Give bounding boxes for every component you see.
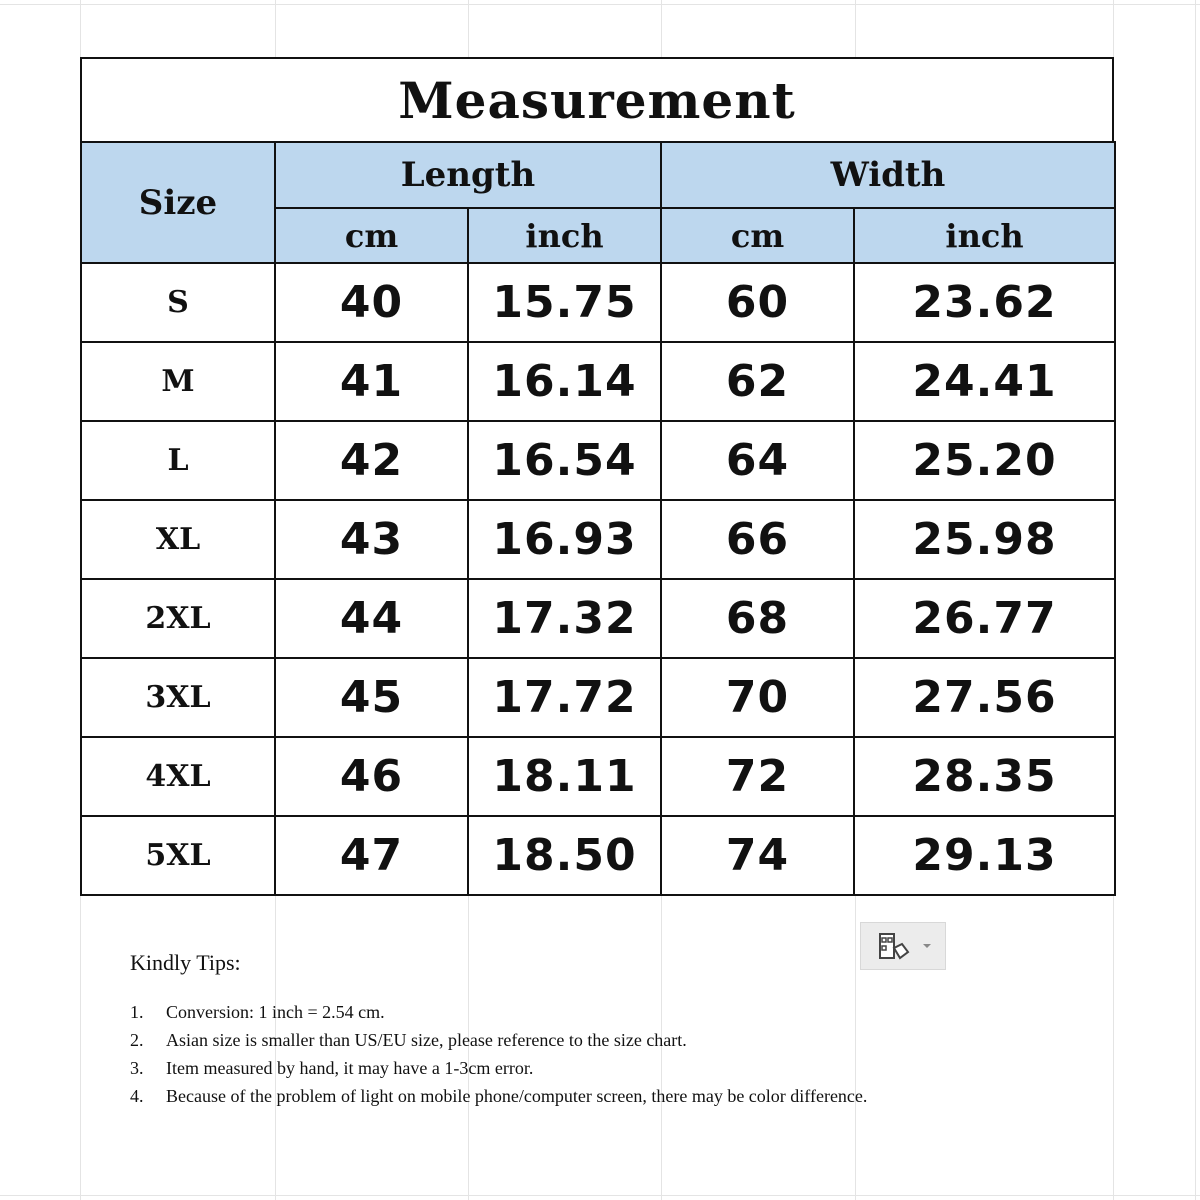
size-cell: XL (81, 500, 275, 579)
width-cm-cell: 66 (661, 500, 854, 579)
tip-item (130, 998, 990, 1026)
size-cell: 4XL (81, 737, 275, 816)
table-row (81, 579, 1115, 658)
width-cm-cell: 64 (661, 421, 854, 500)
table-row (81, 500, 1115, 579)
tip-number: 3. (130, 1058, 144, 1078)
table-row (81, 816, 1115, 895)
length-cm-cell: 41 (275, 342, 468, 421)
header-length-cm: cm (275, 208, 468, 263)
size-cell: S (81, 263, 275, 342)
tip-number: 1. (130, 1002, 144, 1022)
table-row (81, 342, 1115, 421)
size-cell: L (81, 421, 275, 500)
tip-number: 4. (130, 1086, 144, 1106)
length-inch-cell: 18.11 (468, 737, 661, 816)
tip-text: Item measured by hand, it may have a 1-3cm error. (166, 1058, 534, 1078)
length-inch-cell: 17.32 (468, 579, 661, 658)
header-size: Size (81, 142, 275, 263)
width-cm-cell: 70 (661, 658, 854, 737)
width-inch-cell: 29.13 (854, 816, 1115, 895)
length-inch-cell: 15.75 (468, 263, 661, 342)
chevron-down-icon (922, 942, 932, 950)
width-cm-cell: 68 (661, 579, 854, 658)
size-chart-table (80, 141, 1116, 896)
size-cell: M (81, 342, 275, 421)
width-inch-cell: 24.41 (854, 342, 1115, 421)
length-cm-cell: 46 (275, 737, 468, 816)
header-width-cm: cm (661, 208, 854, 263)
length-cm-cell: 43 (275, 500, 468, 579)
width-inch-cell: 23.62 (854, 263, 1115, 342)
length-cm-cell: 45 (275, 658, 468, 737)
width-cm-cell: 60 (661, 263, 854, 342)
size-cell: 5XL (81, 816, 275, 895)
tip-number: 2. (130, 1030, 144, 1050)
length-inch-cell: 16.14 (468, 342, 661, 421)
tip-item (130, 1026, 990, 1054)
width-inch-cell: 28.35 (854, 737, 1115, 816)
width-inch-cell: 25.98 (854, 500, 1115, 579)
measurement-sheet (80, 57, 1114, 896)
tips-title: Kindly Tips: (130, 950, 241, 975)
length-inch-cell: 16.93 (468, 500, 661, 579)
table-row (81, 737, 1115, 816)
header-width: Width (661, 142, 1115, 208)
width-inch-cell: 25.20 (854, 421, 1115, 500)
width-inch-cell: 26.77 (854, 579, 1115, 658)
tip-text: Because of the problem of light on mobile phone/computer screen, there may be color difference. (166, 1086, 868, 1106)
table-row (81, 421, 1115, 500)
tip-text: Conversion: 1 inch = 2.54 cm. (166, 1002, 385, 1022)
tip-item (130, 1082, 990, 1110)
width-cm-cell: 74 (661, 816, 854, 895)
length-inch-cell: 16.54 (468, 421, 661, 500)
width-inch-cell: 27.56 (854, 658, 1115, 737)
size-cell: 2XL (81, 579, 275, 658)
table-row (81, 658, 1115, 737)
header-length: Length (275, 142, 661, 208)
kindly-tips (130, 950, 990, 1110)
tip-text: Asian size is smaller than US/EU size, please reference to the size chart. (166, 1030, 687, 1050)
length-cm-cell: 47 (275, 816, 468, 895)
length-inch-cell: 18.50 (468, 816, 661, 895)
header-length-inch: inch (468, 208, 661, 263)
width-cm-cell: 72 (661, 737, 854, 816)
length-cm-cell: 40 (275, 263, 468, 342)
size-cell: 3XL (81, 658, 275, 737)
length-cm-cell: 44 (275, 579, 468, 658)
table-row (81, 263, 1115, 342)
width-cm-cell: 62 (661, 342, 854, 421)
length-cm-cell: 42 (275, 421, 468, 500)
tips-list (130, 998, 990, 1110)
table-title: Measurement (80, 57, 1114, 141)
length-inch-cell: 17.72 (468, 658, 661, 737)
tip-item (130, 1054, 990, 1082)
header-width-inch: inch (854, 208, 1115, 263)
